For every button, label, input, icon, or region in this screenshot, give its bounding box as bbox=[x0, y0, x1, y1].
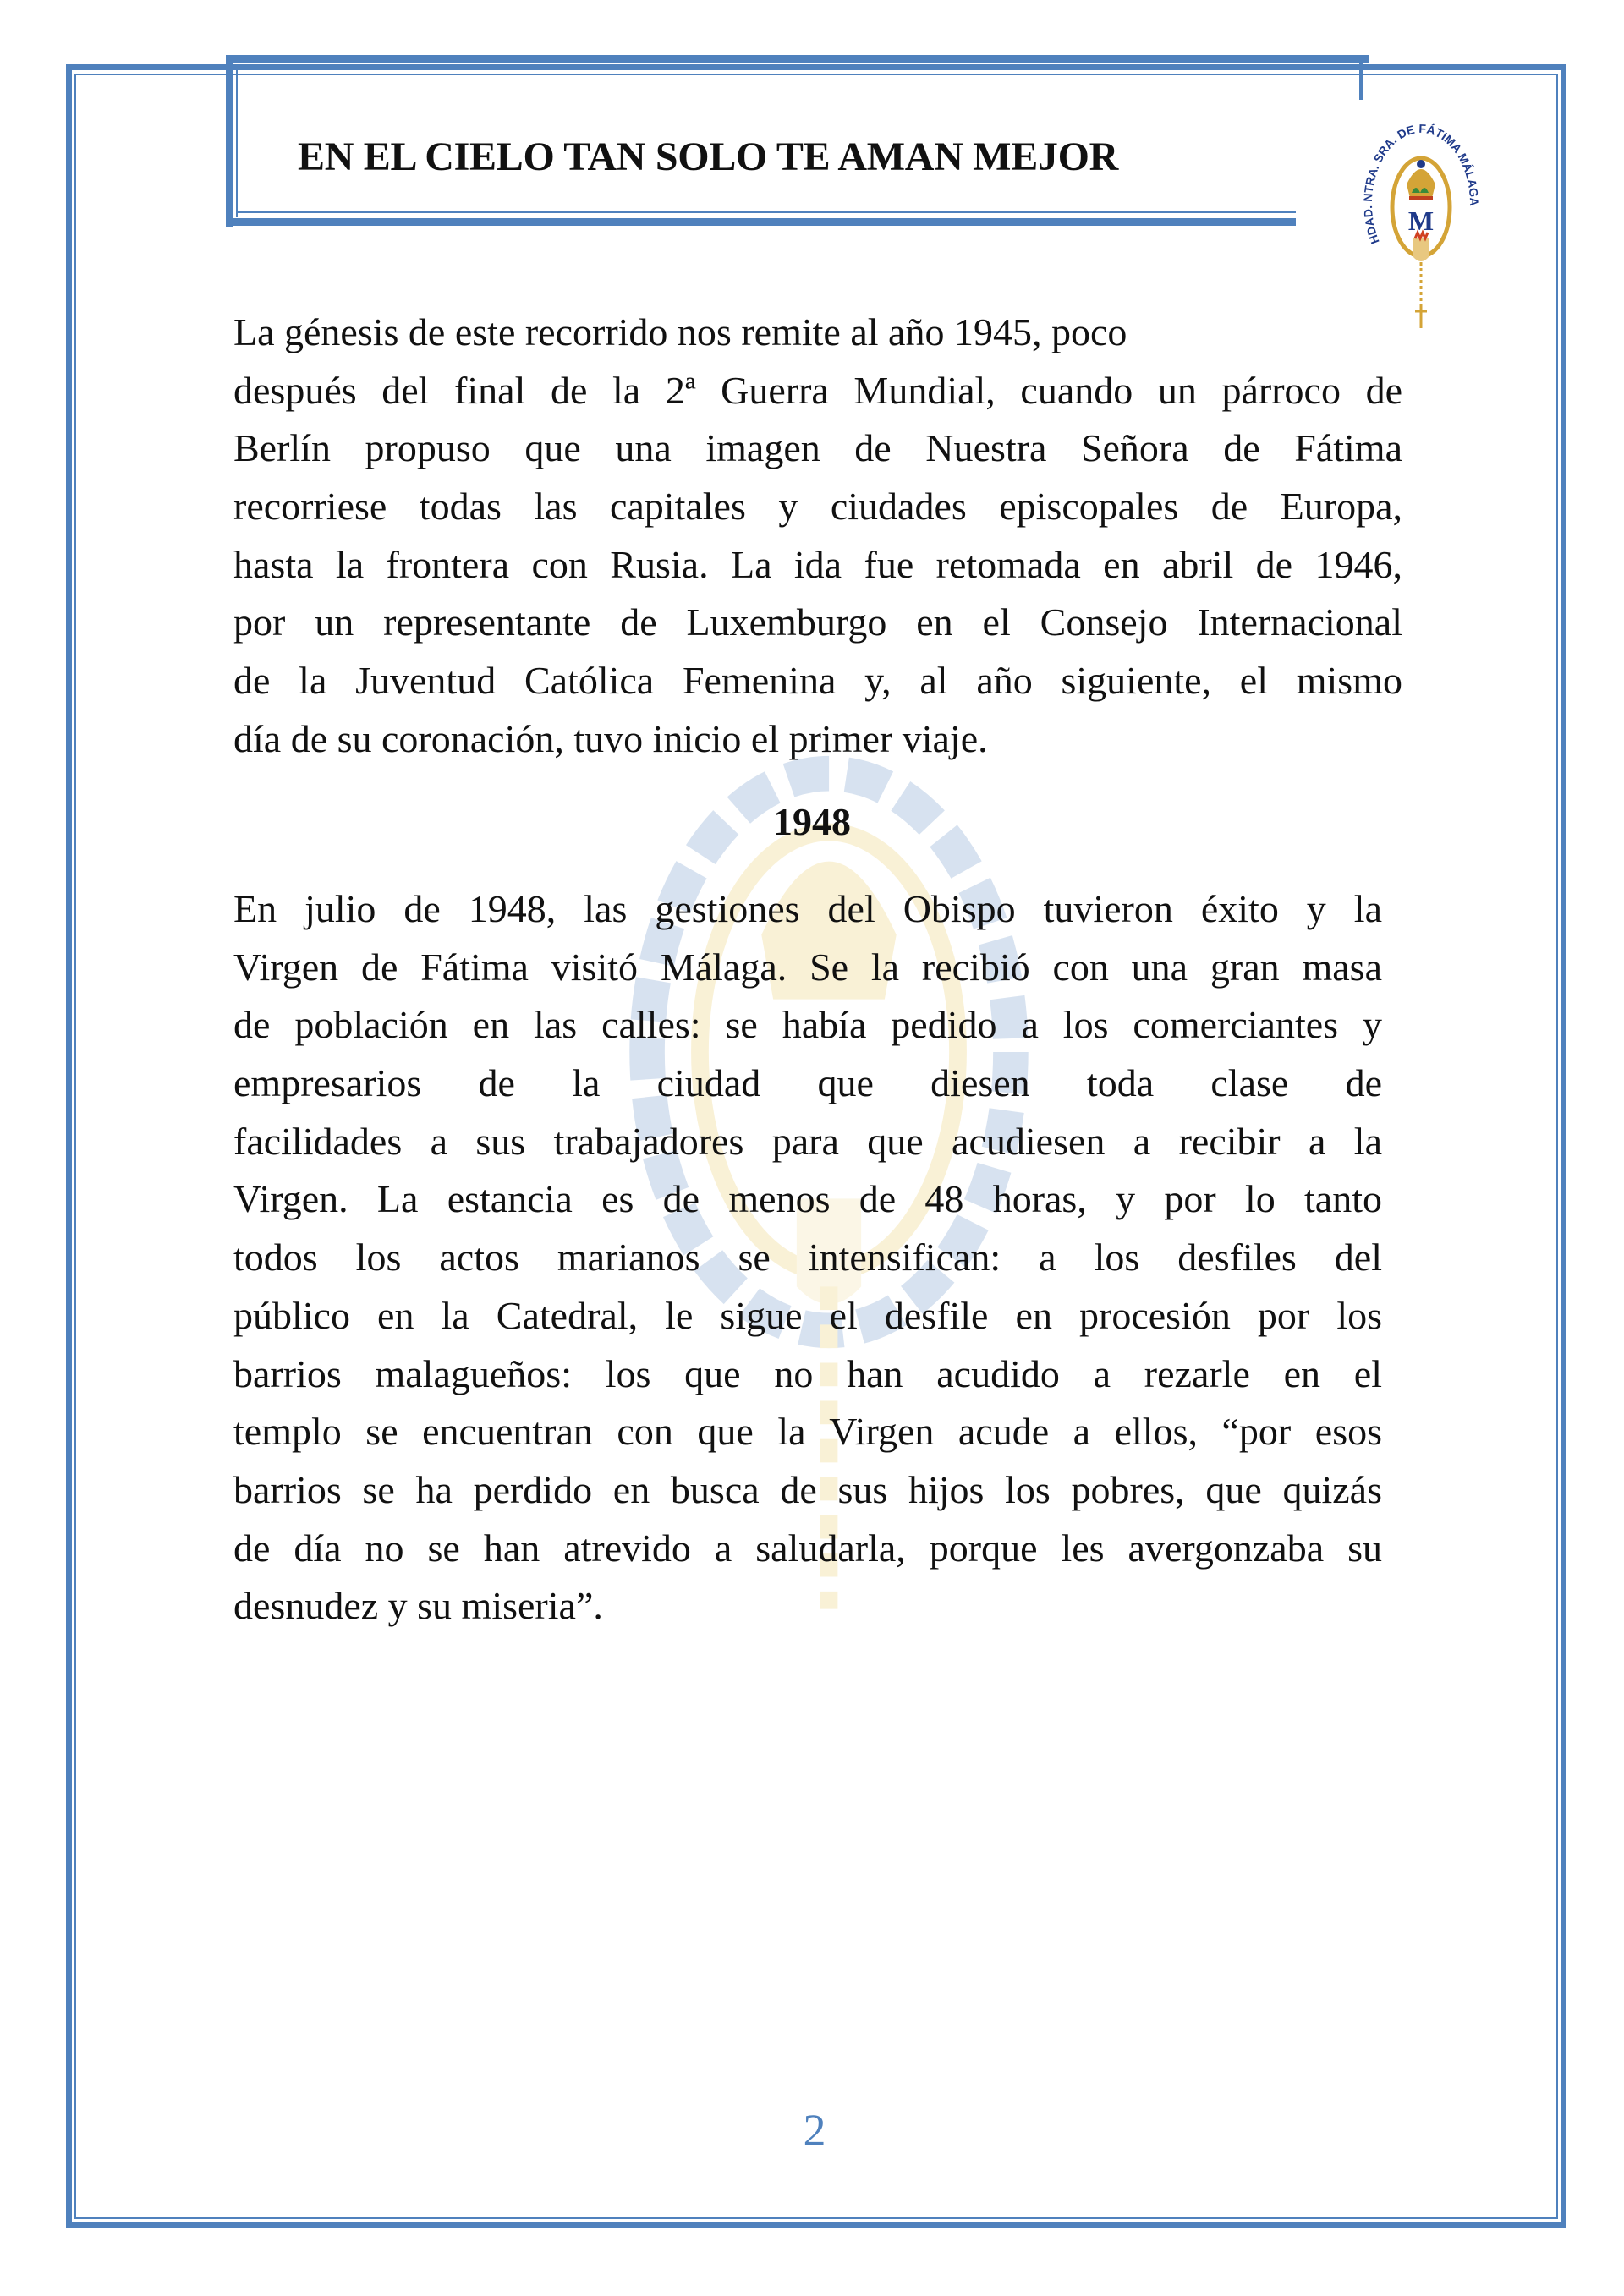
logo-monogram: M bbox=[1407, 205, 1435, 236]
text-line: facilidades a sus trabajadores para que acudiesen a recibir a la bbox=[233, 1119, 1382, 1163]
header-frame-top-thin bbox=[233, 65, 1363, 67]
text-line: La génesis de este recorrido nos remite al año 1945, poco bbox=[233, 310, 1127, 353]
text-line: Virgen. La estancia es de menos de 48 horas, y por lo tanto bbox=[233, 1177, 1382, 1221]
text-line: barrios malagueños: los que no han acudido a rezarle en el bbox=[233, 1351, 1382, 1395]
text-line: todos los actos marianos se intensifican: a los desfiles del bbox=[233, 1236, 1382, 1280]
text-line: público en la Catedral, le sigue el desfile en procesión por los bbox=[233, 1293, 1382, 1337]
section-heading-1948: 1948 bbox=[773, 800, 851, 843]
text-line: día de su coronación, tuvo inicio el primer viaje. bbox=[233, 716, 988, 760]
paragraph-1948 bbox=[233, 880, 1382, 1636]
text-line: En julio de 1948, las gestiones del Obispo tuvieron éxito y la bbox=[233, 887, 1382, 930]
text-line: después del final de la 2ª Guerra Mundial, cuando un párroco de bbox=[233, 368, 1402, 412]
text-line: hasta la frontera con Rusia. La ida fue retomada en abril de 1946, bbox=[233, 542, 1402, 586]
text-line: Berlín propuso que una imagen de Nuestra Señora de Fátima bbox=[233, 426, 1402, 470]
text-line: de día no se han atrevido a saludarla, porque les avergonzaba su bbox=[233, 1526, 1382, 1570]
header-frame-left-thin bbox=[236, 65, 238, 217]
header-frame-bottom bbox=[226, 218, 1296, 226]
text-line: desnudez y su miseria”. bbox=[233, 1584, 603, 1628]
text-line: de la Juventud Católica Femenina y, al año siguiente, el mismo bbox=[233, 659, 1402, 703]
header-frame-left bbox=[226, 55, 233, 227]
paragraph-intro bbox=[233, 304, 1402, 769]
logo-lettering-path: HDAD. NTRA. SRA. DE FÁTIMA MÁLAGA bbox=[1360, 121, 1482, 246]
brotherhood-logo-icon bbox=[1353, 118, 1489, 330]
text-line: Virgen de Fátima visitó Málaga. Se la recibió con una gran masa bbox=[233, 945, 1382, 989]
page-number: 2 bbox=[803, 2105, 826, 2156]
header-frame-right bbox=[1359, 55, 1363, 100]
text-line: templo se encuentran con que la Virgen acude a ellos, “por esos bbox=[233, 1410, 1382, 1454]
text-line: recorriese todas las capitales y ciudades episcopales de Europa, bbox=[233, 485, 1402, 529]
header-frame-bottom-thin bbox=[236, 211, 1296, 213]
text-line: de población en las calles: se había pedido a los comerciantes y bbox=[233, 1003, 1382, 1047]
page-title: EN EL CIELO TAN SOLO TE AMAN MEJOR bbox=[298, 134, 1119, 179]
header-frame-top bbox=[226, 55, 1369, 63]
text-line: por un representante de Luxemburgo en el Consejo Internacional bbox=[233, 600, 1402, 644]
text-line: barrios se ha perdido en busca de sus hijos los pobres, que quizás bbox=[233, 1467, 1382, 1511]
text-line: empresarios de la ciudad que diesen toda clase de bbox=[233, 1061, 1382, 1105]
